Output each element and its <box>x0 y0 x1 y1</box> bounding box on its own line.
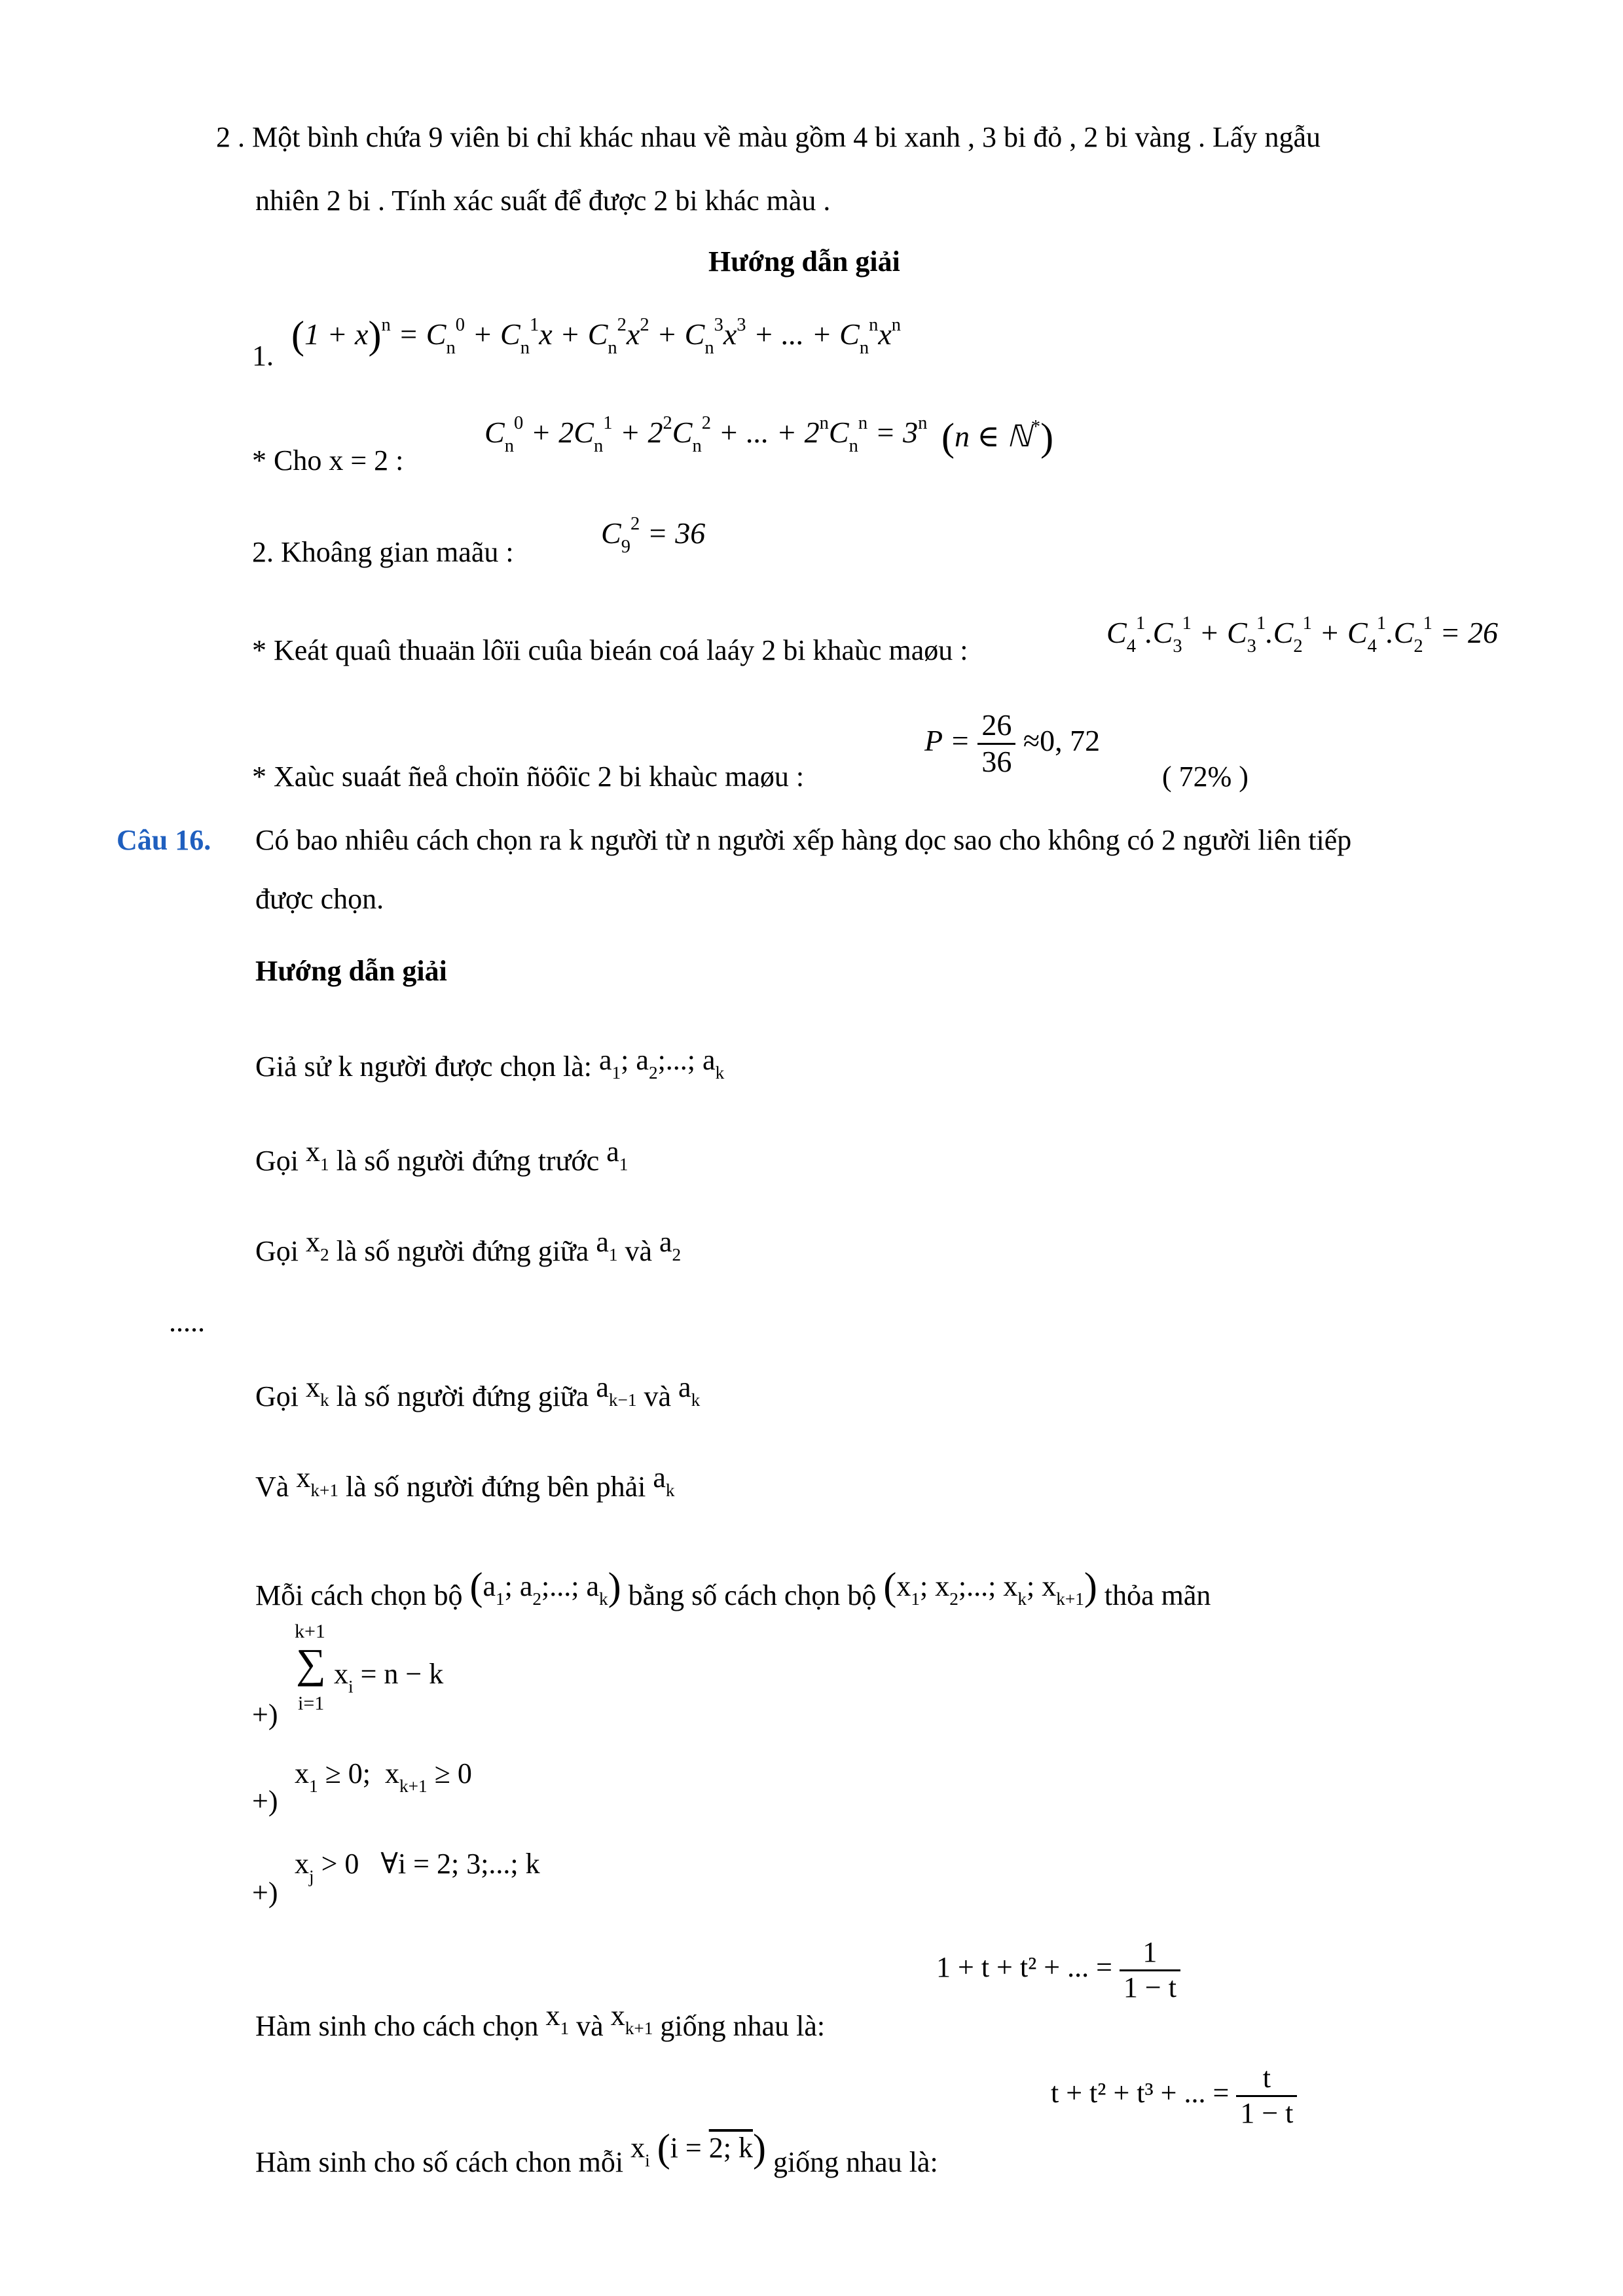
cond2-formula: $x_1 \ge 0$; $x_{k+1} \ge 0$ <box>295 1757 472 1796</box>
phai-text: là số người đứng bên phải <box>345 1471 646 1503</box>
hs1-lhs: 1 + t + t² + ... = <box>936 1951 1112 1984</box>
q2-line2: nhiên 2 bi . Tính xác suất để được 2 bi khác màu . <box>255 185 831 217</box>
sum-bot-index: i=1 <box>298 1693 325 1714</box>
hs1-denominator: 1 − t <box>1123 1971 1176 2003</box>
sol-cho-condition: (n ∈ ℕ*) <box>941 416 1054 459</box>
hs2-text-a: Hàm sinh cho số cách chon mỗi <box>255 2146 624 2178</box>
goi-word: Gọi <box>255 1145 299 1177</box>
hs2-denominator: 1 − t <box>1240 2096 1294 2129</box>
s16-goi-x2: Gọi $x_2$ là số người đứng giữa $a_1$ và $a_2$ <box>255 1226 682 1267</box>
sol-kq-label: * Keát quaû thuaän lôïi cuûa bieán coá laáy 2 bi khaùc maøu : <box>252 634 968 666</box>
s16-moi: Mỗi cách chọn bộ ($a_1$; $a_2$;...; $a_k$) bằng số cách chọn bộ ($x_1$; $x_2$;...; $x_k$; $x_{k+1}$) thỏa mãn <box>255 1565 1211 1611</box>
sol-xs-percent: ( 72% ) <box>1162 761 1249 793</box>
va-cap-word: Và <box>255 1471 289 1503</box>
question-16-label: Câu 16. <box>117 824 211 856</box>
xs-P: P = <box>924 723 970 757</box>
cond3-plus: +) <box>252 1876 278 1909</box>
goi-word: Gọi <box>255 1380 299 1412</box>
hs2-line: Hàm sinh cho số cách chon mỗi $x_i$ (i = 2; k) giống nhau là: <box>255 2126 938 2178</box>
va-word: và <box>644 1380 672 1412</box>
q2-line1: 2 . Một bình chứa 9 viên bi chỉ khác nhau về màu gồm 4 bi xanh , 3 bi đỏ , 2 bi vàng . Lấy ngẫu <box>216 121 1321 153</box>
guide-heading-2: Hướng dẫn giải <box>255 955 447 987</box>
sol-kq-formula: $C_4^1.C_3^1 + C_3^1.C_2^1 + C_4^1.C_2^1 = 26$ <box>1106 613 1498 657</box>
s16-dots: ..... <box>169 1306 205 1338</box>
hs1-text-a: Hàm sinh cho cách chọn <box>255 2010 539 2042</box>
sum-sigma: ∑ <box>296 1640 326 1687</box>
sum-top-index: k+1 <box>295 1621 325 1642</box>
s16-va-xk1: Và $x_{k+1}$ là số người đứng bên phải $a_k$ <box>255 1462 675 1503</box>
xs-approx: 0, 72 <box>1040 723 1101 757</box>
s16-goi-x1: Gọi $x_1$ là số người đứng trước $a_1$ <box>255 1136 629 1177</box>
sol-item1-formula: $(1 + x)^n = C_n^0 + C_n^1x + C_n^2x^2 + C_n^3x^3$ + ... + $C_n^nx^n$ <box>291 314 902 359</box>
moi-text-b: bằng số cách chọn bộ <box>628 1579 877 1611</box>
sol-cho-label: * Cho x = 2 : <box>252 444 404 476</box>
sol-item2-formula: $C_9^2 = 36$ <box>601 514 706 558</box>
cho-n-var: n <box>954 420 970 453</box>
q16-line2: được chọn. <box>255 883 384 915</box>
sum-term: $x_i = n - k$ <box>334 1658 444 1696</box>
goi-word: Gọi <box>255 1235 299 1267</box>
hs1-text-b: giống nhau là: <box>660 2010 826 2042</box>
hs2-formula <box>1051 2062 1297 2130</box>
goi-xk-text: là số người đứng giữa <box>336 1380 589 1412</box>
cond2-plus: +) <box>252 1785 278 1817</box>
s16-goi-xk: Gọi $x_k$ là số người đứng giữa $a_{k-1}$ và $a_k$ <box>255 1371 701 1412</box>
moi-text-a: Mỗi cách chọn bộ <box>255 1579 463 1611</box>
sol-cho-formula: $C_n^0 + 2C_n^1 + 2^2C_n^2$ + ... + $2^nC_n^n = 3^n$ <box>484 413 928 457</box>
xs-denominator: 36 <box>981 744 1012 778</box>
gia-su-text: Giả sử k người được chọn là: <box>255 1050 592 1083</box>
goi-x1-text: là số người đứng trước <box>336 1145 600 1177</box>
sol-item1-label: 1. <box>252 340 274 372</box>
moi-text-c: thỏa mãn <box>1104 1579 1211 1611</box>
hs1-line: Hàm sinh cho cách chọn $x_1$ và $x_{k+1}$ giống nhau là: <box>255 2000 826 2042</box>
sol-item2-label: 2. Khoâng gian maãu : <box>252 536 514 568</box>
sum-expr: = n − k <box>360 1658 444 1690</box>
hs2-lhs: t + t² + t³ + ... = <box>1051 2077 1230 2109</box>
hs1-numerator: 1 <box>1120 1936 1180 1971</box>
goi-x2-text: là số người đứng giữa <box>336 1235 589 1267</box>
hs2-numerator: t <box>1236 2062 1297 2097</box>
sol-xs-formula: P = $\frac{26}{36}$ ≈0, 72 <box>924 708 1101 778</box>
xs-numerator: 26 <box>977 708 1015 745</box>
s16-gia-su: Giả sử k người được chọn là: $a_1$; $a_2$;...; $a_k$ <box>255 1044 725 1083</box>
hs1-formula <box>936 1936 1180 2004</box>
q16-line1: Có bao nhiêu cách chọn ra k người từ n người xếp hàng dọc sao cho không có 2 người liên tiếp <box>255 824 1352 856</box>
hs2-text-b: giống nhau là: <box>773 2146 938 2178</box>
cond1-plus: +) <box>252 1698 278 1731</box>
va-word: và <box>625 1235 653 1267</box>
cond3-formula: $x_j > 0$ ∀i = 2; 3;...; k <box>295 1848 540 1886</box>
va-word: và <box>576 2010 604 2042</box>
guide-heading-1: Hướng dẫn giải <box>708 245 900 278</box>
sol-xs-label: * Xaùc suaát ñeå choïn ñöôïc 2 bi khaùc maøu : <box>252 761 805 793</box>
